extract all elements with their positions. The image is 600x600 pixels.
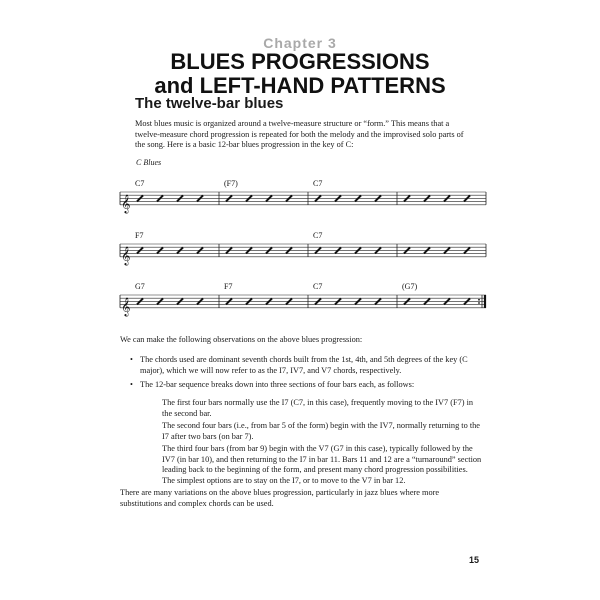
- chord-symbol: F7: [135, 231, 144, 240]
- repeat-dot: [478, 302, 480, 304]
- section-title: The twelve-bar blues: [135, 95, 284, 112]
- bullet-icon: •: [130, 380, 133, 389]
- chord-symbol: C7: [313, 231, 323, 240]
- page-number: 15: [469, 555, 480, 565]
- treble-clef-icon: 𝄞: [121, 296, 131, 316]
- chapter-label: Chapter 3: [263, 35, 337, 51]
- chord-symbol: (F7): [224, 179, 238, 188]
- bullet-item: [130, 355, 482, 376]
- repeat-dot: [478, 299, 480, 301]
- treble-clef-icon: 𝄞: [121, 193, 131, 213]
- bullet-text: The 12-bar sequence breaks down into three sections of four bars each, as follows:: [140, 380, 415, 389]
- observations-intro: We can make the following observations on the above blues progression:: [120, 335, 363, 344]
- chord-symbol: (G7): [402, 282, 418, 291]
- intro-paragraph: Most blues music is organized around a twelve-measure structure or “form.” This means that a twelve-measure chord progression is repeated for both the melody and the improvised solo parts of the song. Here is a basic 12-bar blues progression in the key of C:: [135, 119, 464, 149]
- bullet-text: The chords used are dominant seventh chords built from the 1st, 4th, and 5th degrees of the key (C major), which we will now refer to as the I7, IV7, and V7 chords, respectively.: [140, 355, 468, 375]
- chord-symbol: C7: [313, 282, 323, 291]
- chord-symbol: F7: [224, 282, 233, 291]
- bullet-item: [130, 380, 482, 391]
- chapter-title-line-1: BLUES PROGRESSIONS: [170, 49, 430, 74]
- chord-symbol: G7: [135, 282, 145, 291]
- chord-symbol: C7: [313, 179, 323, 188]
- sub-paragraph: The second four bars (i.e., from bar 5 of the form) begin with the IV7, normally returning to the I7 after two bars (on bar 7).: [162, 421, 480, 441]
- bullet-icon: •: [130, 355, 133, 364]
- chapter-title-line-2: and LEFT-HAND PATTERNS: [154, 73, 446, 98]
- sub-paragraph: The first four bars normally use the I7 (C7, in this case), frequently moving to the IV7 (F7) in the second bar.: [162, 398, 474, 418]
- music-label: C Blues: [136, 158, 162, 167]
- sub-paragraph: The third four bars (from bar 9) begin with the V7 (G7 in this case), typically followed by the IV7 (in bar 10), and then returning to the I7 in bar 11. Bars 11 and 12 are a “turnaround” section leading back to the beginning of the form, and present many chord progression possibilities. The simplest options are to stay on the I7, or to move to the V7 in bar 12.: [162, 444, 482, 485]
- chord-symbol: C7: [135, 179, 145, 188]
- treble-clef-icon: 𝄞: [121, 245, 131, 265]
- closing-paragraph: There are many variations on the above blues progression, particularly in jazz blues where more substitutions and complex chords can be used.: [120, 488, 440, 508]
